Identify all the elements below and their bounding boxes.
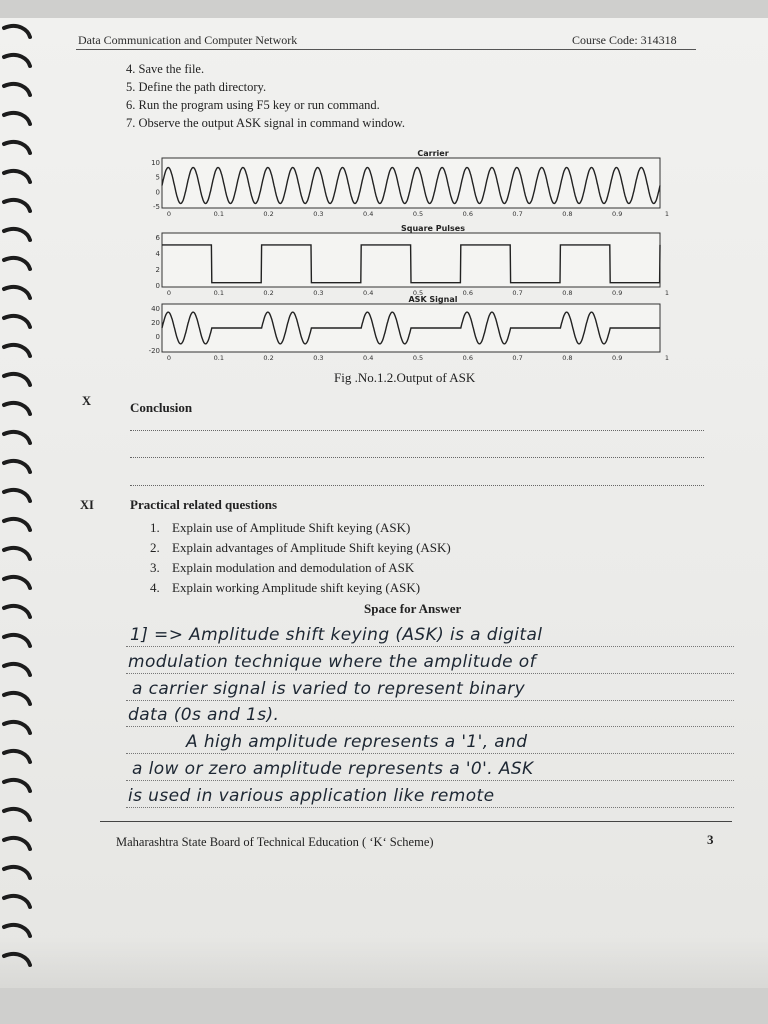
y-tick-label: 0 <box>155 188 160 197</box>
x-tick-label: 0.2 <box>263 354 274 362</box>
questions-heading: Practical related questions <box>130 497 278 512</box>
x-tick-label: 0.3 <box>313 289 324 297</box>
question-item: 3. Explain modulation and demodulation of ASK <box>150 560 415 575</box>
y-tick-label: 5 <box>155 173 160 182</box>
x-tick-label: 0.7 <box>512 354 523 362</box>
handwritten-answer-line: modulation technique where the amplitude of <box>126 649 734 674</box>
spiral-ring <box>4 838 30 849</box>
spiral-ring <box>4 200 30 211</box>
plot-title: ASK Signal <box>408 295 458 304</box>
x-tick-label: 0.4 <box>363 354 374 362</box>
spiral-ring <box>4 403 30 414</box>
x-tick-label: 0.7 <box>512 289 523 297</box>
handwritten-answer-line: data (0s and 1s). <box>126 702 734 727</box>
spiral-ring <box>4 229 30 240</box>
y-tick-label: 40 <box>151 305 160 313</box>
x-tick-label: 0.6 <box>462 354 473 362</box>
section-number-conclusion: X <box>82 394 92 408</box>
x-tick-label: 0.8 <box>562 289 573 297</box>
question-item: 2. Explain advantages of Amplitude Shift keying (ASK) <box>150 540 451 555</box>
ask-output-figure <box>148 150 674 362</box>
x-tick-label: 0.9 <box>612 289 623 297</box>
plot-title: Square Pulses <box>401 224 465 233</box>
x-tick-label: 0.5 <box>412 210 424 218</box>
x-tick-label: 0.3 <box>313 354 324 362</box>
y-tick-label: 10 <box>151 159 160 167</box>
x-tick-label: 0.3 <box>313 210 324 218</box>
spiral-ring <box>4 258 30 269</box>
spiral-ring <box>4 287 30 298</box>
conclusion-line <box>130 457 704 458</box>
spiral-ring <box>4 925 30 936</box>
spiral-ring <box>4 55 30 66</box>
course-code: Course Code: 314318 <box>572 33 677 47</box>
spiral-ring <box>4 809 30 820</box>
spiral-ring <box>4 606 30 617</box>
notebook-page <box>0 18 768 988</box>
x-tick-label: 0.8 <box>562 210 573 218</box>
spiral-ring <box>4 780 30 791</box>
section-number-questions: XI <box>80 498 94 512</box>
footer-board-name: Maharashtra State Board of Technical Education ( ‘K‘ Scheme) <box>116 835 434 849</box>
y-tick-label: 2 <box>155 266 160 274</box>
spiral-ring <box>4 142 30 153</box>
x-tick-label: 0.7 <box>512 210 523 218</box>
subject-header: Data Communication and Computer Network <box>78 33 298 47</box>
y-tick-label: 6 <box>155 234 160 242</box>
spiral-ring <box>4 374 30 385</box>
procedure-steps <box>126 60 405 132</box>
x-tick-label: 0.2 <box>263 210 274 218</box>
x-tick-label: 0 <box>166 210 172 218</box>
step-item: 6. Run the program using F5 key or run command. <box>126 98 380 112</box>
x-tick-label: 1 <box>664 210 670 218</box>
spiral-ring <box>4 635 30 646</box>
step-item: 4. Save the file. <box>126 62 205 76</box>
spiral-ring <box>4 722 30 733</box>
page-number: 3 <box>707 832 714 847</box>
x-tick-label: 0.6 <box>462 210 473 218</box>
x-tick-label: 0.8 <box>562 354 573 362</box>
x-tick-label: 0.1 <box>213 354 224 362</box>
handwritten-answer-line: a carrier signal is varied to represent binary <box>126 676 734 701</box>
footer-divider <box>100 821 732 822</box>
answer-space-heading: Space for Answer <box>364 601 462 616</box>
x-tick-label: 0.4 <box>363 210 374 218</box>
step-item: 7. Observe the output ASK signal in command window. <box>126 116 406 130</box>
x-tick-label: 0.1 <box>213 289 224 297</box>
spiral-ring <box>4 664 30 675</box>
x-tick-label: 0 <box>166 354 172 362</box>
x-tick-label: 0.1 <box>213 210 224 218</box>
spiral-ring <box>4 171 30 182</box>
spiral-ring <box>4 751 30 762</box>
spiral-ring <box>4 26 30 37</box>
plot-title: Carrier <box>417 150 449 158</box>
y-tick-label: 0 <box>155 282 160 290</box>
x-tick-label: 0.9 <box>612 354 623 362</box>
question-item: 4. Explain working Amplitude shift keying (ASK) <box>150 580 421 595</box>
y-tick-label: 0 <box>155 333 160 341</box>
spiral-ring <box>4 577 30 588</box>
spiral-ring <box>4 432 30 443</box>
spiral-ring <box>4 693 30 704</box>
page-shadow <box>0 936 768 988</box>
spiral-ring <box>4 84 30 95</box>
x-tick-label: 0.9 <box>612 210 623 218</box>
y-tick-label: -20 <box>148 347 160 355</box>
x-tick-label: 0.5 <box>412 354 424 362</box>
x-tick-label: 1 <box>664 289 670 297</box>
y-tick-label: 4 <box>155 250 160 258</box>
ask-plots <box>148 150 674 362</box>
conclusion-line <box>130 485 704 486</box>
spiral-binding <box>0 18 34 988</box>
spiral-ring <box>4 345 30 356</box>
spiral-ring <box>4 113 30 124</box>
question-list <box>150 518 451 598</box>
handwritten-answer-line: A high amplitude represents a '1', and <box>126 729 734 754</box>
y-tick-label: 20 <box>151 319 160 327</box>
x-tick-label: 0.6 <box>462 289 473 297</box>
spiral-ring <box>4 548 30 559</box>
conclusion-line <box>130 430 704 431</box>
step-item: 5. Define the path directory. <box>126 80 267 94</box>
spiral-ring <box>4 519 30 530</box>
x-tick-label: 0.5 <box>412 289 424 297</box>
spiral-ring <box>4 461 30 472</box>
handwritten-answer-line: is used in various application like remote <box>126 783 734 808</box>
header-divider <box>76 49 696 50</box>
x-tick-label: 1 <box>664 354 670 362</box>
spiral-ring <box>4 896 30 907</box>
spiral-ring <box>4 867 30 878</box>
x-tick-label: 0.2 <box>263 289 274 297</box>
handwritten-answer-line: a low or zero amplitude represents a '0'. ASK <box>126 756 734 781</box>
question-item: 1. Explain use of Amplitude Shift keying (ASK) <box>150 520 411 535</box>
spiral-ring <box>4 490 30 501</box>
spiral-ring <box>4 316 30 327</box>
handwritten-answer-line: 1] => Amplitude shift keying (ASK) is a digital <box>126 622 734 647</box>
x-tick-label: 0.4 <box>363 289 374 297</box>
figure-caption: Fig .No.1.2.Output of ASK <box>334 370 476 385</box>
y-tick-label: -5 <box>153 203 160 211</box>
conclusion-heading: Conclusion <box>130 400 193 415</box>
x-tick-label: 0 <box>166 289 172 297</box>
